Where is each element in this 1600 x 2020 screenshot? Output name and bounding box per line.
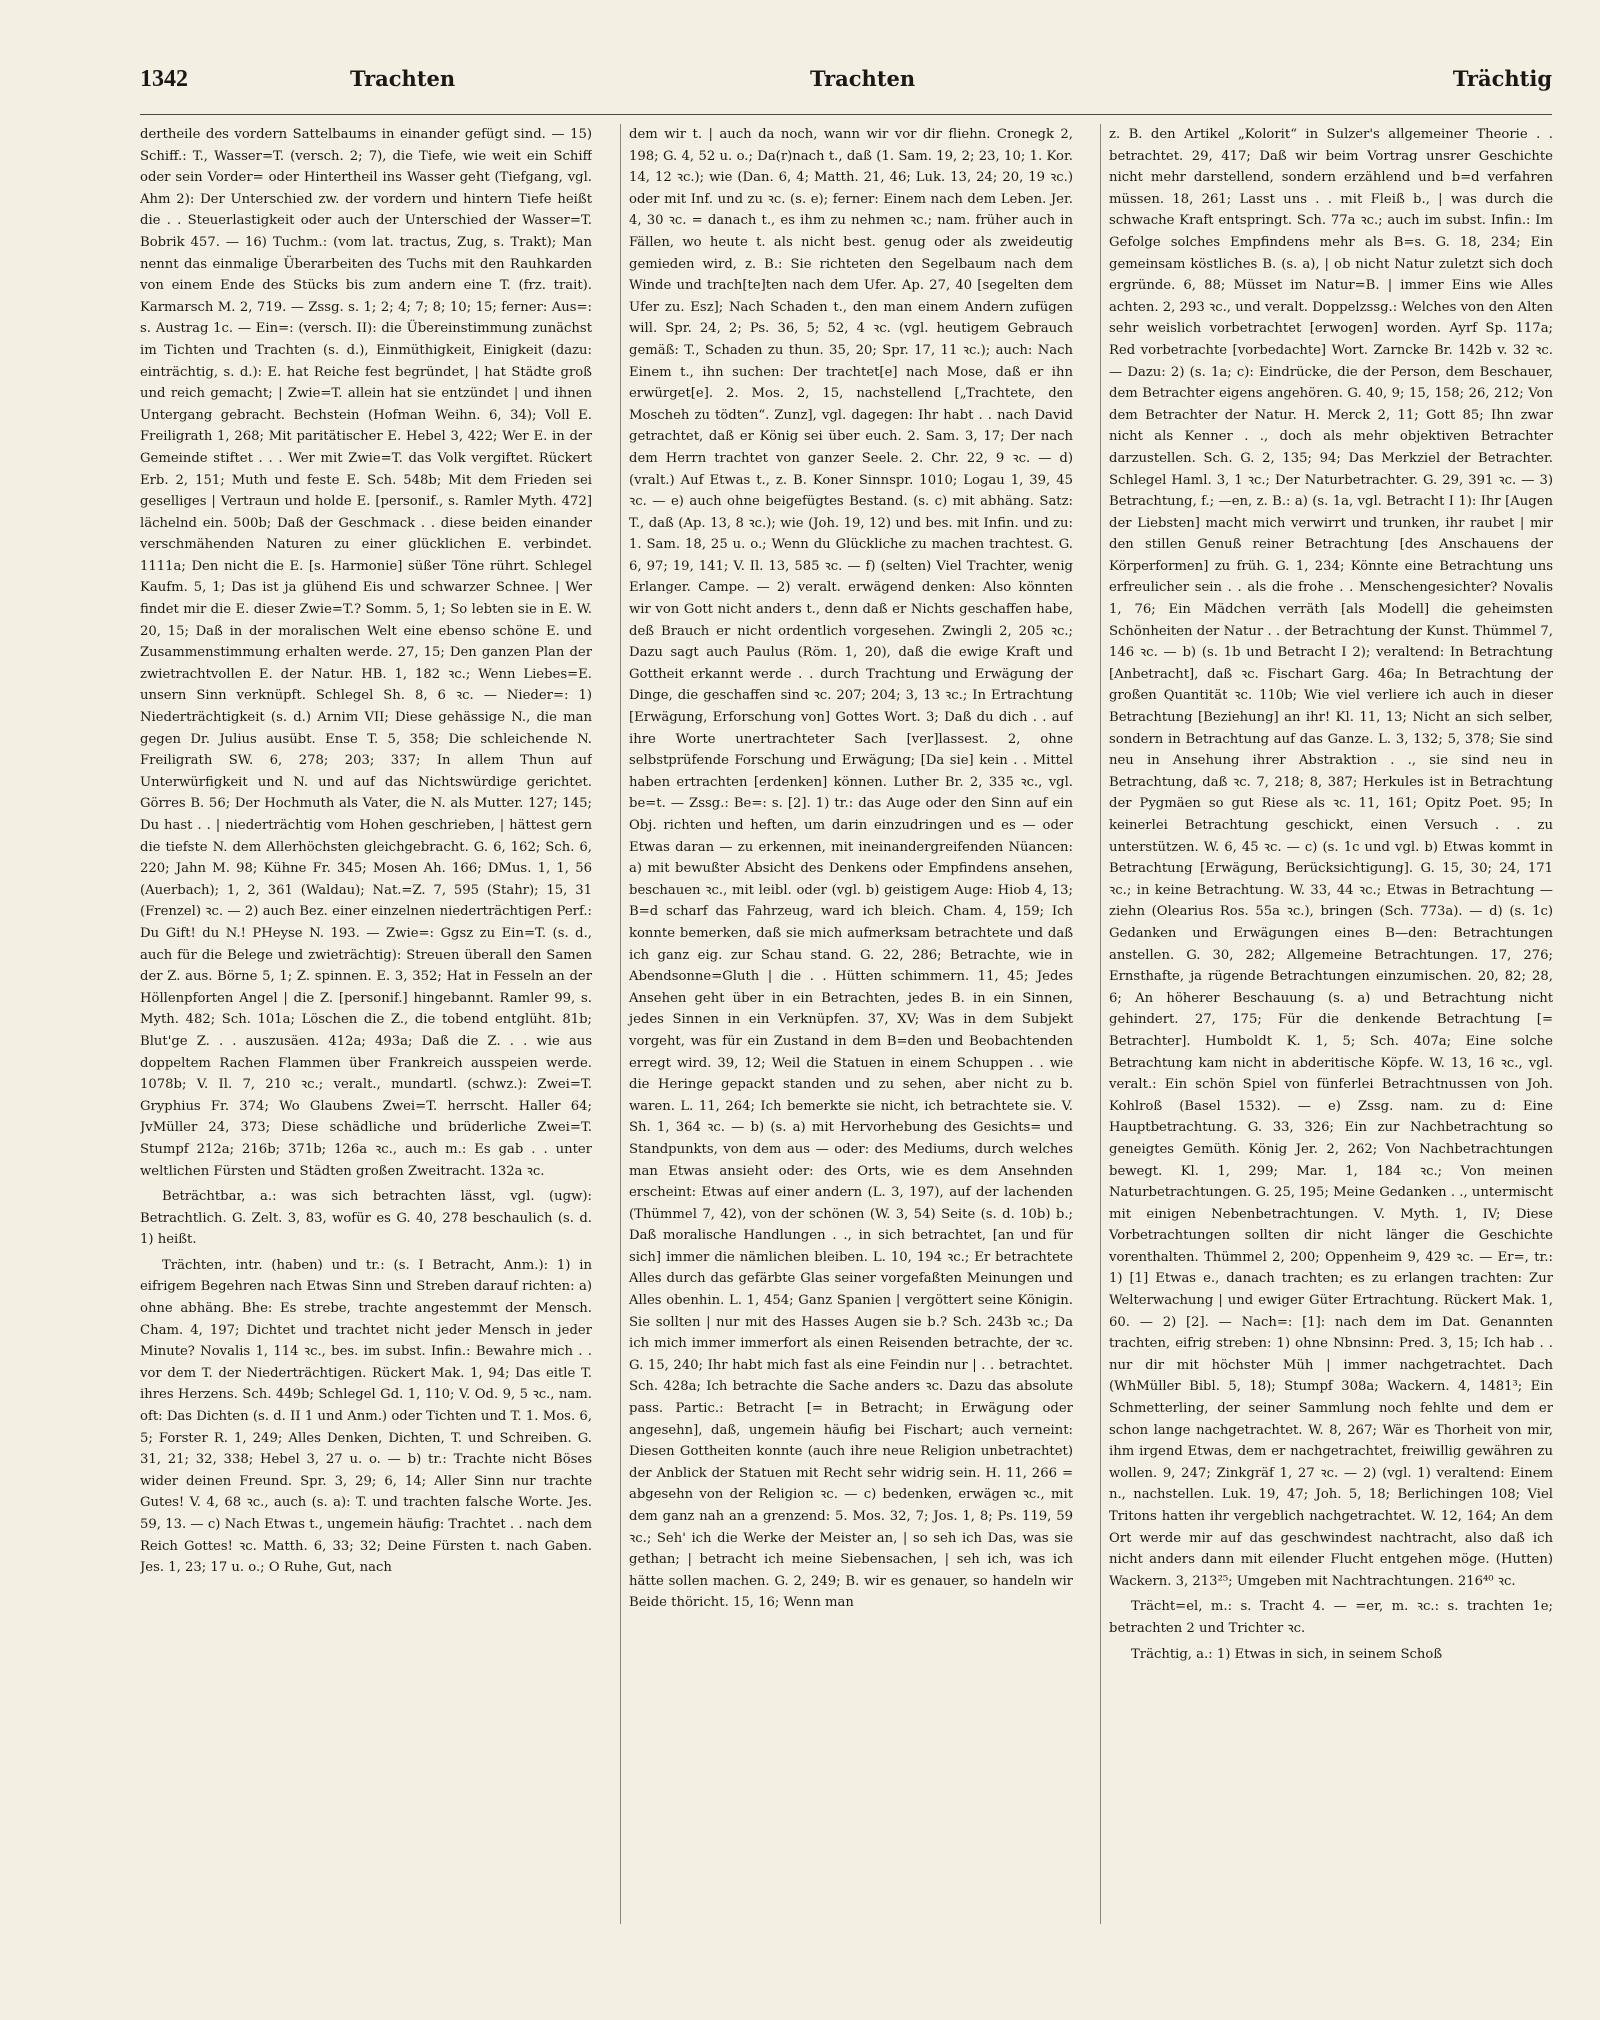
entry-paragraph: dertheile des vordern Sattelbaums in einander gefügt sind. — 15) Schiff.: T., Wasser=T. (versch. 2; 7), die Tiefe, wie weit ein Schiff oder sein Vorder= oder Hintertheil ins Wasser geht (Tiefgang, vgl. Ahm 2): Der Unterschied zw. der vordern und hintern Tiefe heißt die . . Steuerlastigkeit oder auch der Unterschied der Wasser=T. Bobrik 457. — 16) Tuchm.: (vom lat. tractus, Zug, s. Trakt); Man nennt das einmalige Überarbeiten des Tuchs mit den Rauhkarden von einem Ende des Stücks bis zum andern eine T. (frz. trait). Karmarsch M. 2, 719. — Zssg. s. 1; 2; 4; 7; 8; 10; 15; ferner: Aus=: s. Austrag 1c. — Ein=: (versch. II): die Übereinstimmung zunächst im Tichten und Trachten (s. d.), Einmüthigkeit, Einigkeit (dazu: einträchtig, s. d.): E. hat Reiche fest begründet, | hat Städte groß und reich gemacht; | Zwie=T. allein hat sie entzündet | und ihnen Untergang gebracht. Bechstein (Hofman Weihn. 6, 34); Voll E. Freiligrath 1, 268; Mit paritätischer E. Hebel 3, 422; Wer E. in der Gemeinde stiftet . . . Wer mit Zwie=T. das Volk vergiftet. Rückert Erb. 2, 151; Muth und feste E. Sch. 548b; Mit dem Frieden sei geselliges | Vertraun und holde E. [personif., s. Ramler Myth. 472] lächelnd ein. 500b; Daß der Geschmack . . diese beiden einander verschmähenden Naturen zu einer glücklichen E. verbindet. 1111a; Den nicht die E. [s. Harmonie] süßer Töne rührt. Schlegel Kaufm. 5, 1; Das ist ja glühend Eis und schwarzer Schnee. | Wer findet mir die E. dieser Zwie=T.? Somm. 5, 1; So lebten sie in E. W. 20, 15; Daß in der moralischen Welt eine ebenso schöne E. und Zusammenstimmung erhalten werde. 27, 15; Den ganzen Plan der zwietrachtvollen E. der Natur. HB. 1, 182 ꝛc.; Wenn Liebes=E. unsern Sinn verknüpft. Schlegel Sh. 8, 6 ꝛc. — Nieder=: 1) Niederträchtigkeit (s. d.) Arnim VII; Diese gehässige N., die man gegen Dr. Julius ausübt. Ense T. 5, 358; Die schleichende N. Freiligrath SW. 6, 278; 203; 337; In allem Thun auf Unterwürfigkeit und N. und auf das Nichtswürdige gerichtet. Görres B. 56; Der Hochmuth als Vater, die N. als Mutter. 127; 145; Du hast . . | niederträchtig vom Hohen geschrieben, | hättest gern die tiefste N. dem Allerhöchsten gleichgebracht. G. 6, 162; Sch. 6, 220; Jahn M. 98; Kühne Fr. 345; Mosen Ah. 166; DMus. 1, 1, 56 (Auerbach); 1, 2, 361 (Waldau); Nat.=Z. 7, 595 (Stahr); 15, 31 (Frenzel) ꝛc. — 2) auch Bez. einer einzelnen niederträchtigen Perf.: Du Gift! du N.! PHeyse N. 193. — Zwie=: Ggsz zu Ein=T. (s. d., auch für die Belege und zwieträchtig): Streuen überall den Samen der Z. aus. Börne 5, 1; Z. spinnen. E. 3, 352; Hat in Fesseln an der Höllenpforten Angel | die Z. [personif.] hingebannt. Ramler 99, s. Myth. 482; Sch. 101a; Löschen die Z., die tobend entglüht. 81b; Blut'ge Z. . . auszusäen. 412a; 493a; Daß die Z. . . wie aus doppeltem Rachen Flammen über Frankreich ausspeien werde. 1078b; V. Il. 7, 210 ꝛc.; veralt., mundartl. (schwz.): Zwei=T. Gryphius Fr. 374; Wo Glaubens Zwei=T. herrscht. Haller 64; JvMüller 24, 373; Diese schädliche und brüderliche Zwei=T. Stumpf 212a; 216b; 371b; 126a ꝛc., auch m.: Es gab . . unter weltlichen Fürsten und Städten großen Zweitracht. 132a ꝛc. bbox=[140, 127, 592, 1179]
running-head-left: Trachten bbox=[350, 66, 456, 91]
text-column-3 bbox=[1100, 124, 1553, 1924]
header-rule bbox=[140, 114, 1552, 115]
entry-paragraph: Trächt=el, m.: s. Tracht 4. — =er, m. ꝛc.: s. trachten 1e; betrachten 2 und Trichter ꝛc. bbox=[1109, 1599, 1553, 1636]
entry-paragraph: Trächten, intr. (haben) und tr.: (s. I Betracht, Anm.): 1) in eifrigem Begehren nach Etwas Sinn und Streben darauf richten: a) ohne abhäng. Bhe: Es strebe, trachte angestemmt der Mensch. Cham. 4, 197; Dichtet und trachtet nicht jeder Mensch in jeder Minute? Novalis 1, 114 ꝛc., bes. im subst. Infin.: Bewahre mich . . vor dem T. der Niederträchtigen. Rückert Mak. 1, 94; Das eitle T. ihres Herzens. Sch. 449b; Schlegel Gd. 1, 110; V. Od. 9, 5 ꝛc., nam. oft: Das Dichten (s. d. II 1 und Anm.) oder Tichten und T. 1. Mos. 6, 5; Forster R. 1, 249; Alles Denken, Dichten, T. und Schreiben. G. 31, 21; 32, 338; Hebel 3, 27 u. o. — b) tr.: Trachte nicht Böses wider deinen Freund. Spr. 3, 29; 6, 14; Aller Sinn nur trachte Gutes! V. 4, 68 ꝛc., auch (s. a): T. und trachten falsche Worte. Jes. 59, 13. — c) Nach Etwas t., ungemein häufig: Trachtet . . nach dem Reich Gottes! ꝛc. Matth. 6, 33; 32; Deine Fürsten t. nach Gaben. Jes. 1, 23; 17 u. o.; O Ruhe, Gut, nach bbox=[140, 1257, 592, 1576]
text-column-2 bbox=[620, 124, 1073, 1924]
running-head-center: Trachten bbox=[810, 66, 916, 91]
text-column-1 bbox=[140, 124, 592, 1924]
entry-paragraph: z. B. den Artikel „Kolorit“ in Sulzer's allgemeiner Theorie . . betrachtet. 29, 417; Daß wir beim Vortrag unsrer Geschichte nicht mehr darstellend, sondern erzählend und b=d verfahren müssen. 18, 261; Lasst uns . . mit Fleiß b., | was durch die schwache Kraft entspringt. Sch. 77a ꝛc.; auch im subst. Infin.: Im Gefolge solches Empfindens mehr als B=s. G. 18, 234; Ein gemeinsam köstliches B. (s. a), | ob nicht Natur zuletzt sich doch ergründe. 6, 88; Müsset im Natur=B. | immer Eins wie Alles achten. 2, 293 ꝛc., und veralt. Doppelzssg.: Welches von den Alten sehr weislich vorbetrachtet [erwogen] worden. Ayrf Sp. 117a; Red vorbetrachte [vorbedachte] Wort. Zarncke Br. 142b v. 32 ꝛc. — Dazu: 2) (s. 1a; c): Eindrücke, die der Person, dem Beschauer, dem Betrachter eigens angehören. G. 40, 9; 15, 158; 26, 212; Von dem Betrachter der Natur. H. Merck 2, 11; Gott 85; Ihn zwar nicht als Kenner . ., doch als mehr objektiven Betrachter darzustellen. Sch. G. 2, 135; 94; Das Merkziel der Betrachter. Schlegel Haml. 3, 1 ꝛc.; Der Naturbetrachter. G. 29, 391 ꝛc. — 3) Betrachtung, f.; —en, z. B.: a) (s. 1a, vgl. Betracht I 1): Ihr [Augen der Liebsten] macht mich verwirrt und trunken, ihr raubet | mir den stillen Genuß reiner Betrachtung [des Anschauens der Körperformen] zu früh. G. 1, 234; Könnte eine Betrachtung uns erfreulicher sein . . als die frohe . . Menschengesichter? Novalis 1, 76; Ein Mädchen verräth [als Modell] die geheimsten Schönheiten der Natur . . der Betrachtung der Kunst. Thümmel 7, 146 ꝛc. — b) (s. 1b und Betracht I 2); veraltend: In Betrachtung [Anbetracht], daß ꝛc. Fischart Garg. 46a; In Betrachtung der großen Quantität ꝛc. 110b; Wie viel verliere ich auch in dieser Betrachtung [Beziehung] an ihr! Kl. 11, 13; Nicht an sich selber, sondern in Betrachtung auf das Ganze. L. 3, 132; 5, 378; Sie sind neu in Ansehung ihrer Abstraktion . ., sie sind neu in Betrachtung, daß ꝛc. 7, 218; 8, 387; Herkules ist in Betrachtung der Pygmäen so gut Riese als ꝛc. 11, 161; Opitz Poet. 95; In keinerlei Betrachtung geschickt, einen Versuch . . zu unterstützen. W. 6, 45 ꝛc. — c) (s. 1c und vgl. b) Etwas kommt in Betrachtung [Erwägung, Berücksichtigung]. G. 15, 30; 24, 171 ꝛc.; in keine Betrachtung. W. 33, 44 ꝛc.; Etwas in Betrachtung — ziehn (Olearius Ros. 55a ꝛc.), bringen (Sch. 773a). — d) (s. 1c) Gedanken und Erwägungen eines B—den: Betrachtungen anstellen. G. 30, 282; Allgemeine Betrachtungen. 17, 276; Ernsthafte, ja rügende Betrachtungen einzumischen. 20, 82; 28, 6; An höherer Beschauung (s. a) und Betrachtung nicht gehindert. 27, 175; Für die denkende Betrachtung [= Betrachter]. Humboldt K. 1, 5; Sch. 407a; Eine solche Betrachtung kam nicht in abderitische Köpfe. W. 13, 16 ꝛc., vgl. veralt.: Ein schön Spiel von fünferlei Betrachtnussen von Joh. Kohlroß (Basel 1532). — e) Zssg. nam. zu d: Eine Hauptbetrachtung. G. 33, 326; Ein zur Nachbetrachtung so geneigtes Gemüth. König Jer. 2, 262; Von Nachbetrachtungen bewegt. Kl. 1, 299; Mar. 1, 184 ꝛc.; Von meinen Naturbetrachtungen. G. 25, 195; Meine Gedanken . ., untermischt mit einigen Nebenbetrachtungen. V. Myth. 1, IV; Diese Vorbetrachtungen sollten dir nicht länger die Geschichte vorenthalten. Thümmel 2, 200; Oppenheim 9, 429 ꝛc. — Er=, tr.: 1) [1] Etwas e., danach trachten; es zu erlangen trachten: Zur Welterwachung | und ewiger Güter Ertrachtung. Rückert Mak. 1, 60. — 2) [2]. — Nach=: [1]: nach dem im Dat. Genannten trachten, eifrig streben: 1) ohne Nbnsinn: Pred. 3, 15; Ich hab . . nur dir mit höchster Müh | immer nachgetrachtet. Dach (WhMüller Bibl. 5, 18); Stumpf 308a; Wackern. 4, 1481³; Ein Schmetterling, der seiner Sammlung noch fehlte und dem er schon lange nachgetrachtet. W. 8, 267; Wär es Thorheit von mir, ihm irgend Etwas, dem er nachgetrachtet, freiwillig gewähren zu wollen. 9, 247; Zinkgräf 1, 27 ꝛc. — 2) (vgl. 1) veraltend: Einem n., nachstellen. Luk. 19, 47; Joh. 5, 18; Berlichingen 108; Viel Tritons hatten ihr vergeblich nachgetrachtet. W. 12, 164; An dem Ort werde mir auf das geschwindest nachtracht, also daß ich nicht anders dann mit eilender Flucht entgehen möge. (Hutten) Wackern. 3, 213²⁵; Umgeben mit Nachtrachtungen. 216⁴⁰ ꝛc. bbox=[1109, 127, 1553, 1589]
page-header bbox=[140, 66, 1552, 106]
running-head-right: Trächtig bbox=[1452, 66, 1552, 91]
entry-paragraph: dem wir t. | auch da noch, wann wir vor dir fliehn. Cronegk 2, 198; G. 4, 52 u. o.; Da(r)nach t., daß (1. Sam. 19, 2; 23, 10; 1. Kor. 14, 12 ꝛc.); wie (Dan. 6, 4; Matth. 21, 46; Luk. 13, 24; 20, 19 ꝛc.) oder mit Inf. und zu ꝛc. (s. e); ferner: Einem nach dem Leben. Jer. 4, 30 ꝛc. = danach t., es ihm zu nehmen ꝛc.; nam. früher auch in Fällen, wo heute t. als nicht best. genug oder als zweideutig gemieden wird, z. B.: Sie richteten den Segelbaum nach dem Winde und trach[te]ten nach dem Ufer. Ap. 27, 40 [segelten dem Ufer zu. Esz]; Nach Schaden t., den man einem Andern zufügen will. Spr. 24, 2; Ps. 36, 5; 52, 4 ꝛc. (vgl. heutigem Gebrauch gemäß: T., Schaden zu thun. 35, 20; Spr. 17, 11 ꝛc.); auch: Nach Einem t., ihn suchen: Der trachtet[e] nach Mose, daß er ihn erwürget[e]. 2. Mos. 2, 15, nachstellend [„Trachtete, den Moscheh zu tödten“. Zunz], vgl. dagegen: Ihr habt . . nach David getrachtet, daß er König sei über euch. 2. Sam. 3, 17; Der nach dem Herrn trachtet von ganzer Seele. 2. Chr. 22, 9 ꝛc. — d) (vralt.) Auf Etwas t., z. B. Koner Sinnspr. 1010; Logau 1, 39, 45 ꝛc. — e) auch ohne beigefügtes Bestand. (s. c) mit abhäng. Satz: T., daß (Ap. 13, 8 ꝛc.); wie (Joh. 19, 12) und bes. mit Infin. und zu: 1. Sam. 18, 25 u. o.; Wenn du Glückliche zu machen trachtest. G. 6, 97; 19, 141; V. Il. 13, 585 ꝛc. — f) (selten) Viel Trachter, wenig Erlanger. Campe. — 2) veralt. erwägend denken: Also könnten wir von Gott nicht anders t., denn daß er Nichts geschaffen habe, deß Brauch er nicht ordentlich vorgesehen. Zwingli 2, 205 ꝛc.; Dazu sagt auch Paulus (Röm. 1, 20), daß die ewige Kraft und Gottheit erkannt werde . . durch Trachtung und Erwägung der Dinge, die geschaffen sind ꝛc. 207; 204; 3, 13 ꝛc.; In Ertrachtung [Erwägung, Erforschung von] Gottes Wort. 3; Daß du dich . . auf ihre Worte unertrachteter Sach [ver]lassest. 2, ohne selbstprüfende Forschung und Erwägung; [Da sie] kein . . Mittel haben ertrachten [erdenken] können. Luther Br. 2, 335 ꝛc., vgl. be=t. — Zssg.: Be=: s. [2]. 1) tr.: das Auge oder den Sinn auf ein Obj. richten und heften, um darin einzudringen und es — oder Etwas daran — zu erkennen, mit ineinandergreifenden Nüancen: a) mit bewußter Absicht des Denkens oder Empfindens ansehen, beschauen ꝛc., mit leibl. oder (vgl. b) geistigem Auge: Hiob 4, 13; B=d scharf das Fahrzeug, ward ich bleich. Cham. 4, 159; Ich konnte bemerken, daß sie mich aufmerksam betrachtete und daß ich ganz eig. zur Schau stand. G. 22, 286; Betrachte, wie in Abendsonne=Gluth | die . . Hütten schimmern. 11, 45; Jedes Ansehen geht über in ein Betrachten, jedes B. in ein Sinnen, jedes Sinnen in ein Verknüpfen. 37, XV; Was in dem Subjekt vorgeht, was für ein Zustand in dem B=den und Beobachtenden erregt wird. 39, 12; Weil die Statuen in einem Schuppen . . wie die Heringe gepackt standen und zu sehen, aber nicht zu b. waren. L. 11, 264; Ich bemerkte sie nicht, ich betrachtete sie. V. Sh. 1, 364 ꝛc. — b) (s. a) mit Hervorhebung des Gesichts= und Standpunkts, von dem aus — oder: des Mediums, durch welches man Etwas ansieht oder: des Orts, wie es dem Ansehnden erscheint: Etwas auf einer andern (L. 3, 197), auf der lachenden (Thümmel 7, 42), von der schönen (W. 3, 54) Seite (s. d. 10b) b.; Daß moralische Handlungen . ., in sich betrachtet, [an und für sich] immer die nämlichen bleiben. L. 10, 194 ꝛc.; Er betrachtete Alles durch das gefärbte Glas seiner vorgefaßten Meinungen und Alles obenhin. L. 1, 454; Ganz Spanien | vergöttert seine Königin. Sie sollten | nur mit des Hasses Augen sie b.? Sch. 243b ꝛc.; Da ich mich immer immerfort als einen Reisenden betrachte, der ꝛc. G. 15, 240; Ihr habt mich fast als eine Feindin nur | . . betrachtet. Sch. 428a; Ich betrachte die Sache anders ꝛc. Dazu das absolute pass. Partic.: Betracht [= in Betracht; in Erwägung oder angesehn], daß, ungemein häufig bei Fischart; auch verneint: Diesen Gottheiten konnte (auch ihre neue Religion unbetrachtet) der Anblick der Statuen mit Recht sehr widrig sein. H. 11, 266 = abgesehn von der Religion ꝛc. — c) bedenken, erwägen ꝛc., mit dem ganz nah an a grenzend: 5. Mos. 32, 7; Jos. 1, 8; Ps. 119, 59 ꝛc.; Seh' ich die Werke der Meister an, | so seh ich Das, was sie gethan; | betracht ich meine Siebensachen, | seh ich, was ich hätte sollen machen. G. 2, 249; B. wir es genauer, so handeln wir Beide thöricht. 15, 16; Wenn man bbox=[629, 127, 1073, 1611]
page-number: 1342 bbox=[140, 66, 188, 92]
entry-paragraph: Beträchtbar, a.: was sich betrachten lässt, vgl. (ugw): Betrachtlich. G. Zelt. 3, 83, wofür es G. 40, 278 beschaulich (s. d. 1) heißt. bbox=[140, 1189, 592, 1248]
entry-paragraph: Trächtig, a.: 1) Etwas in sich, in seinem Schoß bbox=[1131, 1646, 1443, 1662]
